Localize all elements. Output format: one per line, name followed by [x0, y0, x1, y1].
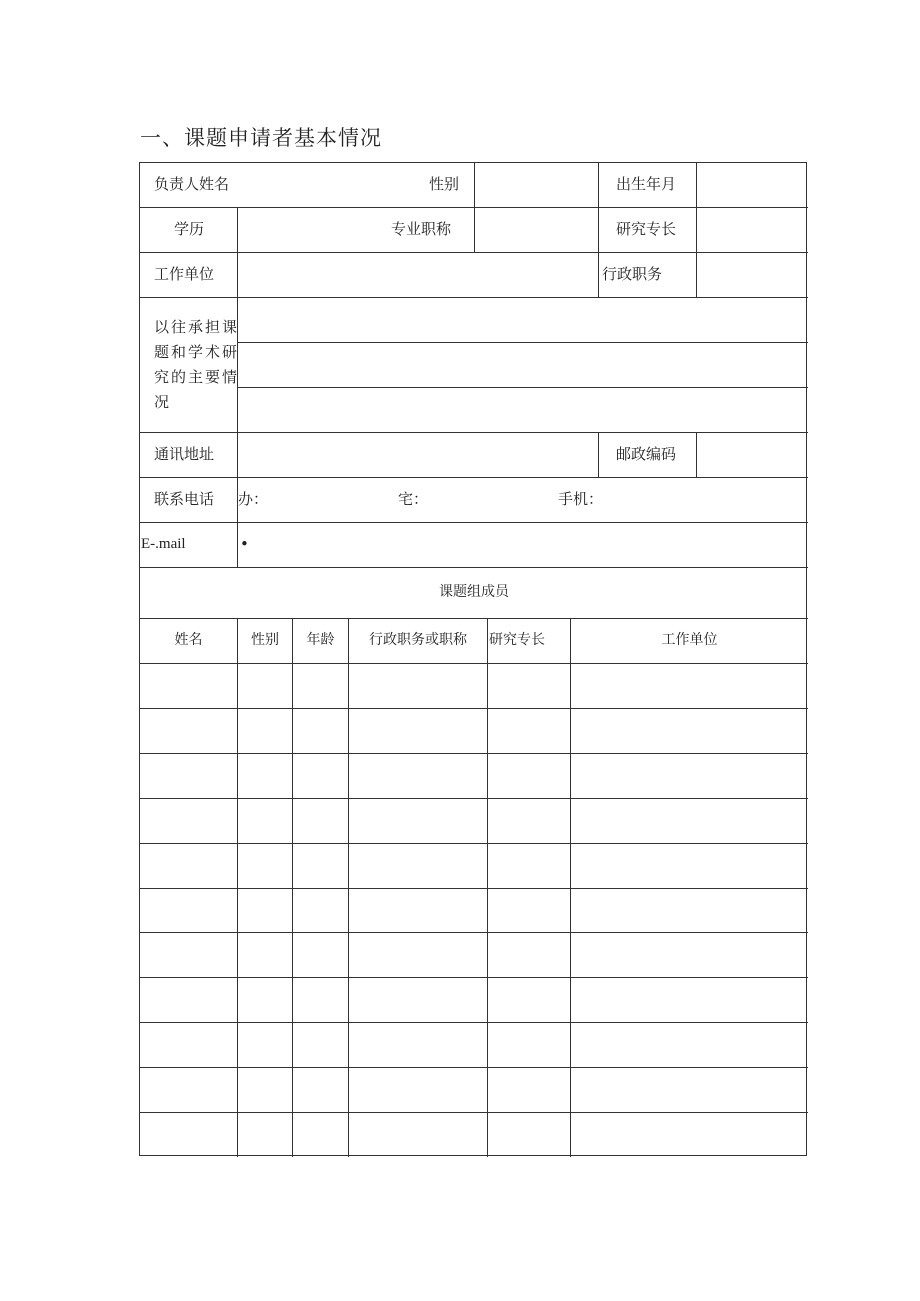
- member-row[interactable]: [140, 709, 808, 753]
- address-label: 通讯地址: [154, 445, 215, 463]
- applicant-form: [139, 162, 807, 1156]
- member-row[interactable]: [140, 933, 808, 977]
- education-label: 学历: [174, 220, 205, 238]
- gender-field[interactable]: [475, 164, 598, 207]
- home-phone-label: 宅：: [398, 490, 429, 508]
- member-row[interactable]: [140, 664, 808, 708]
- member-row[interactable]: [140, 754, 808, 798]
- past-projects-line-1[interactable]: [238, 298, 806, 342]
- past-projects-line-3[interactable]: [238, 388, 806, 432]
- phone-field[interactable]: [238, 478, 806, 522]
- email-value: •: [240, 535, 249, 553]
- workplace-label: 工作单位: [154, 265, 215, 283]
- email-field[interactable]: [238, 523, 806, 567]
- name-label: 负责人姓名: [154, 175, 230, 193]
- admin-position-label: 行政职务: [602, 265, 663, 283]
- member-row[interactable]: [140, 889, 808, 932]
- phone-label: 联系电话: [154, 490, 215, 508]
- member-row[interactable]: [140, 1023, 808, 1067]
- gender-label: 性别: [429, 175, 460, 193]
- past-projects-label: 以往承担课题和学术研究的主要情况: [154, 318, 240, 411]
- email-label: E-.mail: [141, 536, 186, 552]
- mobile-phone-label: 手机：: [558, 490, 604, 508]
- member-row[interactable]: [140, 844, 808, 888]
- members-header-workplace: 工作单位: [661, 632, 718, 648]
- members-header-age: 年龄: [306, 632, 335, 648]
- postcode-label: 邮政编码: [616, 445, 677, 463]
- member-row[interactable]: [140, 978, 808, 1022]
- members-header-gender: 性别: [251, 632, 279, 648]
- admin-position-field[interactable]: [697, 253, 806, 297]
- address-field[interactable]: [238, 433, 598, 477]
- professional-title-label: 专业职称: [391, 220, 452, 238]
- members-header-specialty: 研究专长: [489, 632, 545, 648]
- members-section-title: 课题组成员: [439, 584, 509, 600]
- applicant-name-field[interactable]: [141, 164, 474, 207]
- birth-field[interactable]: [697, 164, 806, 207]
- postcode-field[interactable]: [697, 433, 806, 477]
- specialty-field[interactable]: [697, 208, 806, 252]
- member-row[interactable]: [140, 1068, 808, 1112]
- specialty-label: 研究专长: [616, 220, 677, 238]
- members-header-name: 姓名: [174, 632, 203, 648]
- birth-label: 出生年月: [616, 175, 677, 193]
- member-row[interactable]: [140, 1113, 808, 1156]
- section-title: 一、课题申请者基本情况: [140, 126, 382, 150]
- past-projects-line-2[interactable]: [238, 343, 806, 387]
- member-row[interactable]: [140, 799, 808, 843]
- members-header-position: 行政职务或职称: [369, 632, 467, 648]
- professional-title-field[interactable]: [475, 208, 598, 252]
- workplace-field[interactable]: [238, 253, 598, 297]
- office-phone-label: 办：: [238, 490, 269, 508]
